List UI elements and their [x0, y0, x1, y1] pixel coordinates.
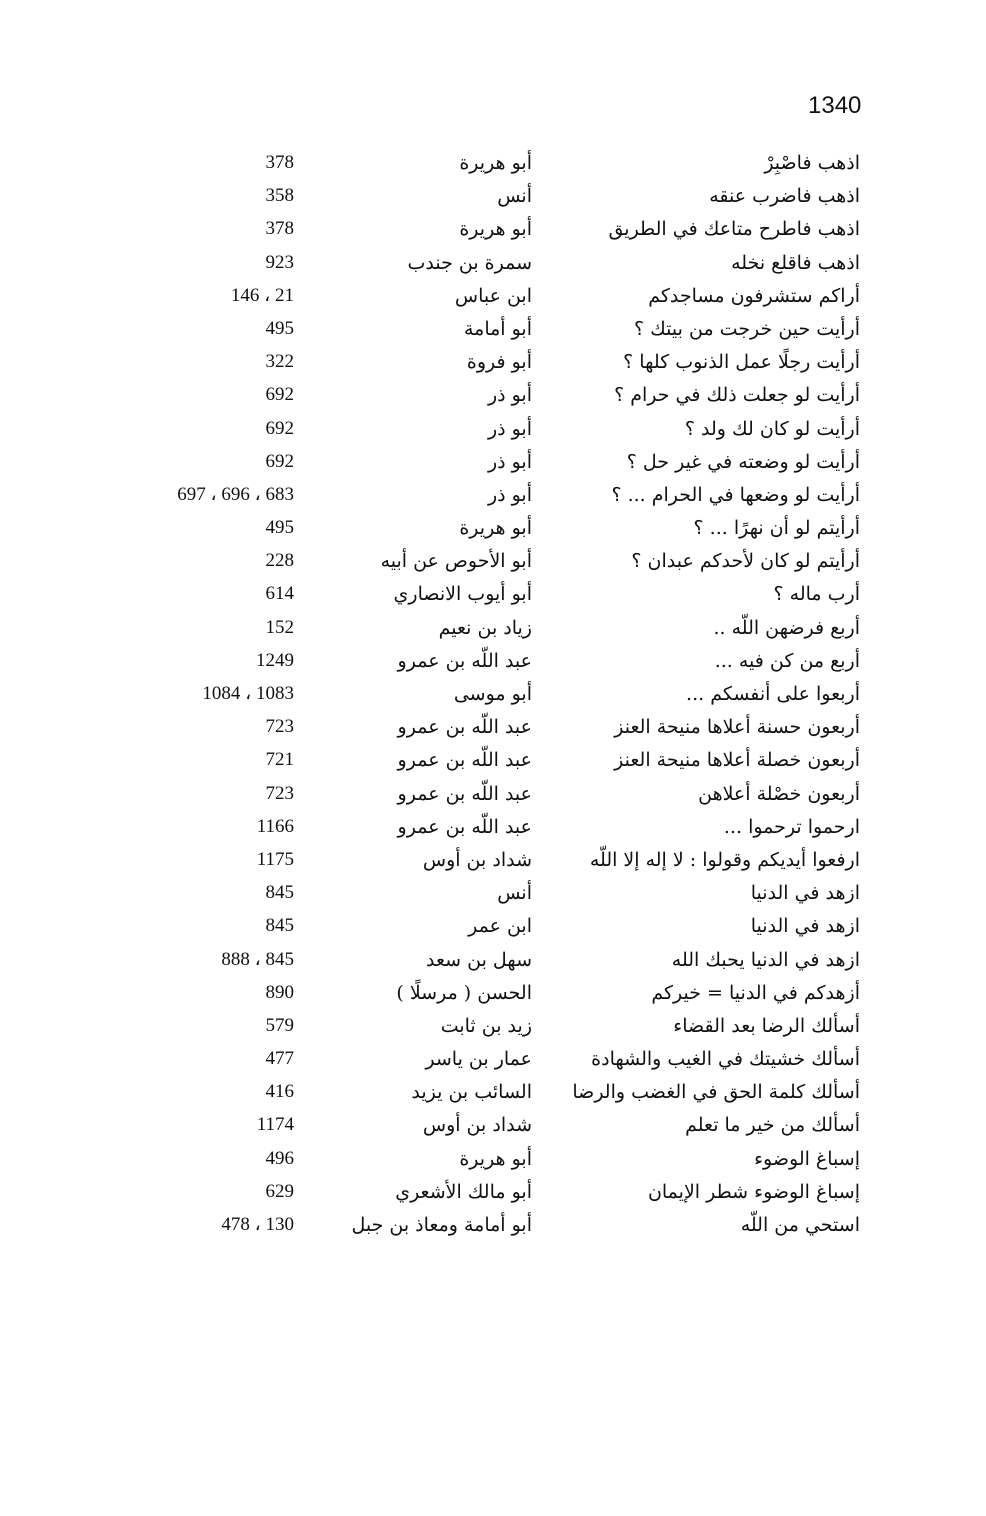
narrator-name: ابن عمر: [468, 915, 532, 938]
hadith-text: اذهب فاضرب عنقه: [709, 185, 860, 208]
narrator-name: عبد اللّه بن عمرو: [397, 749, 532, 772]
narrator-name: أبو مالك الأشعري: [395, 1180, 532, 1203]
index-row: [0, 382, 986, 415]
narrator-name: أبو هريرة: [459, 517, 532, 540]
page-references: 1083 ، 1084: [202, 683, 294, 704]
hadith-text: أرب ماله ؟: [773, 583, 860, 606]
narrator-name: سمرة بن جندب: [407, 251, 532, 274]
page-references: 692: [265, 417, 294, 439]
hadith-text: أرأيت لو جعلت ذلك في حرام ؟: [614, 384, 860, 407]
page-references: 721: [265, 749, 294, 771]
index-row: [0, 781, 986, 814]
hadith-text: اذهب فاقلع نخله: [731, 251, 860, 274]
page-references: 629: [265, 1180, 294, 1202]
narrator-name: عمار بن ياسر: [425, 1048, 532, 1071]
hadith-text: ازهد في الدنيا: [750, 882, 860, 905]
index-row: [0, 216, 986, 249]
page-references: 358: [265, 185, 294, 207]
hadith-text: أربعون خصلة أعلاها منيحة العنز: [614, 749, 860, 772]
page-references: 723: [265, 716, 294, 738]
page-references: 496: [265, 1147, 294, 1169]
narrator-name: شداد بن أوس: [422, 1114, 532, 1137]
narrator-name: السائب بن يزيد: [411, 1081, 532, 1104]
narrator-name: أبو ذر: [487, 483, 532, 506]
page-references: 152: [265, 616, 294, 638]
page-number: 1340: [808, 92, 862, 119]
index-row: [0, 449, 986, 482]
index-row: [0, 581, 986, 614]
hadith-text: أسألك من خير ما تعلم: [685, 1114, 860, 1137]
hadith-text: ازهد في الدنيا يحبك الله: [671, 948, 860, 971]
index-row: [0, 150, 986, 183]
index-row: [0, 1046, 986, 1079]
narrator-name: أبو فروة: [466, 351, 532, 374]
page-references: 845: [265, 882, 294, 904]
hadith-text: ازهد في الدنيا: [750, 915, 860, 938]
narrator-name: أبو هريرة: [459, 1147, 532, 1170]
narrator-name: عبد اللّه بن عمرو: [397, 649, 532, 672]
narrator-name: أبو أمامة ومعاذ بن جبل: [351, 1214, 532, 1236]
index-row: [0, 980, 986, 1013]
page-references: 495: [265, 317, 294, 339]
index-row: [0, 1212, 986, 1245]
narrator-name: ابن عباس: [454, 284, 532, 307]
hadith-text: استحي من اللّه: [740, 1214, 860, 1236]
hadith-text: أرأيت حين خرجت من بيتك ؟: [634, 317, 860, 340]
index-row: [0, 648, 986, 681]
hadith-text: أربعون خصْلة أعلاهن: [698, 782, 860, 805]
narrator-name: أبو هريرة: [459, 152, 532, 174]
index-row: [0, 747, 986, 780]
page-references: 1174: [256, 1114, 294, 1136]
page-references: 1175: [256, 848, 294, 870]
hadith-text: أرأيت لو وضعته في غير حل ؟: [626, 450, 860, 473]
narrator-name: أبو الأحوص عن أبيه: [380, 550, 532, 573]
index-row: [0, 316, 986, 349]
page-references: 692: [265, 384, 294, 406]
page-references: 378: [265, 152, 294, 173]
index-row: [0, 1146, 986, 1179]
page-references: 228: [265, 550, 294, 572]
index-row: [0, 1112, 986, 1145]
hadith-text: إسباغ الوضوء: [754, 1147, 860, 1170]
index-row: [0, 548, 986, 581]
hadith-text: أربعوا على أنفسكم ...: [686, 683, 860, 705]
hadith-text: إسباغ الوضوء شطر الإيمان: [647, 1180, 860, 1203]
index-row: [0, 349, 986, 382]
index-row: [0, 880, 986, 913]
narrator-name: أبو أيوب الانصاري: [393, 583, 532, 606]
page-references: 579: [265, 1014, 294, 1036]
hadith-text: أربع من كن فيه ...: [714, 649, 860, 672]
hadith-text: اذهب فاصْبِرْ: [764, 152, 860, 174]
index-row: [0, 515, 986, 548]
index-row: [0, 183, 986, 216]
page-references: 723: [265, 782, 294, 804]
index-row: [0, 681, 986, 714]
hadith-text: أربع فرضهن اللّه ..: [713, 616, 860, 639]
narrator-name: أبو هريرة: [459, 218, 532, 241]
page-references: 890: [265, 981, 294, 1003]
page-references: 477: [265, 1048, 294, 1070]
hadith-text: أراكم ستشرفون مساجدكم: [648, 284, 860, 307]
hadith-text: أزهدكم في الدنيا = خيركم: [651, 981, 860, 1004]
narrator-name: عبد اللّه بن عمرو: [397, 782, 532, 805]
narrator-name: أبو موسى: [453, 683, 532, 705]
narrator-name: عبد اللّه بن عمرو: [397, 815, 532, 838]
hadith-index-table: [0, 150, 986, 1245]
narrator-name: أبو ذر: [487, 450, 532, 473]
hadith-text: أرأيتم لو أن نهرًا ... ؟: [693, 517, 860, 540]
page-references: 1249: [256, 649, 294, 671]
page-references: 923: [265, 251, 294, 273]
hadith-text: أرأيت لو كان لك ولد ؟: [684, 417, 860, 440]
hadith-text: ارفعوا أيديكم وقولوا : لا إله إلا اللّه: [589, 848, 860, 871]
page-references: 322: [265, 351, 294, 373]
page-references: 130 ، 478: [221, 1214, 294, 1235]
page-references: 416: [265, 1081, 294, 1103]
index-row: [0, 1013, 986, 1046]
narrator-name: الحسن ( مرسلًا ): [396, 981, 532, 1004]
index-row: [0, 1179, 986, 1212]
narrator-name: أنس: [497, 882, 532, 905]
narrator-name: أبو ذر: [487, 384, 532, 407]
hadith-text: ارحموا ترحموا ...: [723, 815, 860, 838]
index-row: [0, 814, 986, 847]
hadith-text: أسألك خشيتك في الغيب والشهادة: [591, 1048, 860, 1071]
narrator-name: زيد بن ثابت: [440, 1014, 532, 1037]
index-row: [0, 482, 986, 515]
page-references: 1166: [256, 815, 294, 837]
hadith-text: أسألك الرضا بعد القضاء: [673, 1014, 860, 1037]
page-references: 495: [265, 517, 294, 539]
hadith-text: أرأيت لو وضعها في الحرام ... ؟: [611, 483, 860, 506]
narrator-name: سهل بن سعد: [426, 948, 532, 971]
index-row: [0, 913, 986, 946]
hadith-text: أربعون حسنة أعلاها منيحة العنز: [614, 716, 860, 739]
index-row: [0, 1079, 986, 1112]
hadith-text: أرأيت رجلًا عمل الذنوب كلها ؟: [623, 351, 860, 374]
page-references: 378: [265, 218, 294, 240]
index-row: [0, 947, 986, 980]
narrator-name: أبو أمامة: [463, 317, 532, 340]
page-references: 683 ، 696 ، 697: [177, 483, 294, 505]
index-row: [0, 250, 986, 283]
index-row: [0, 416, 986, 449]
page-references: 845: [265, 915, 294, 937]
hadith-text: أرأيتم لو كان لأحدكم عبدان ؟: [631, 550, 860, 573]
index-row: [0, 615, 986, 648]
index-row: [0, 714, 986, 747]
narrator-name: أبو ذر: [487, 417, 532, 440]
hadith-text: اذهب فاطرح متاعك في الطريق: [608, 218, 860, 241]
narrator-name: شداد بن أوس: [422, 848, 532, 871]
index-row: [0, 847, 986, 880]
page-references: 692: [265, 450, 294, 472]
page-references: 21 ، 146: [230, 284, 294, 306]
narrator-name: عبد اللّه بن عمرو: [397, 716, 532, 739]
narrator-name: زياد بن نعيم: [438, 616, 532, 639]
page-references: 614: [265, 583, 294, 605]
index-row: [0, 283, 986, 316]
page-references: 845 ، 888: [221, 948, 294, 970]
hadith-text: أسألك كلمة الحق في الغضب والرضا: [572, 1081, 860, 1104]
narrator-name: أنس: [497, 185, 532, 208]
